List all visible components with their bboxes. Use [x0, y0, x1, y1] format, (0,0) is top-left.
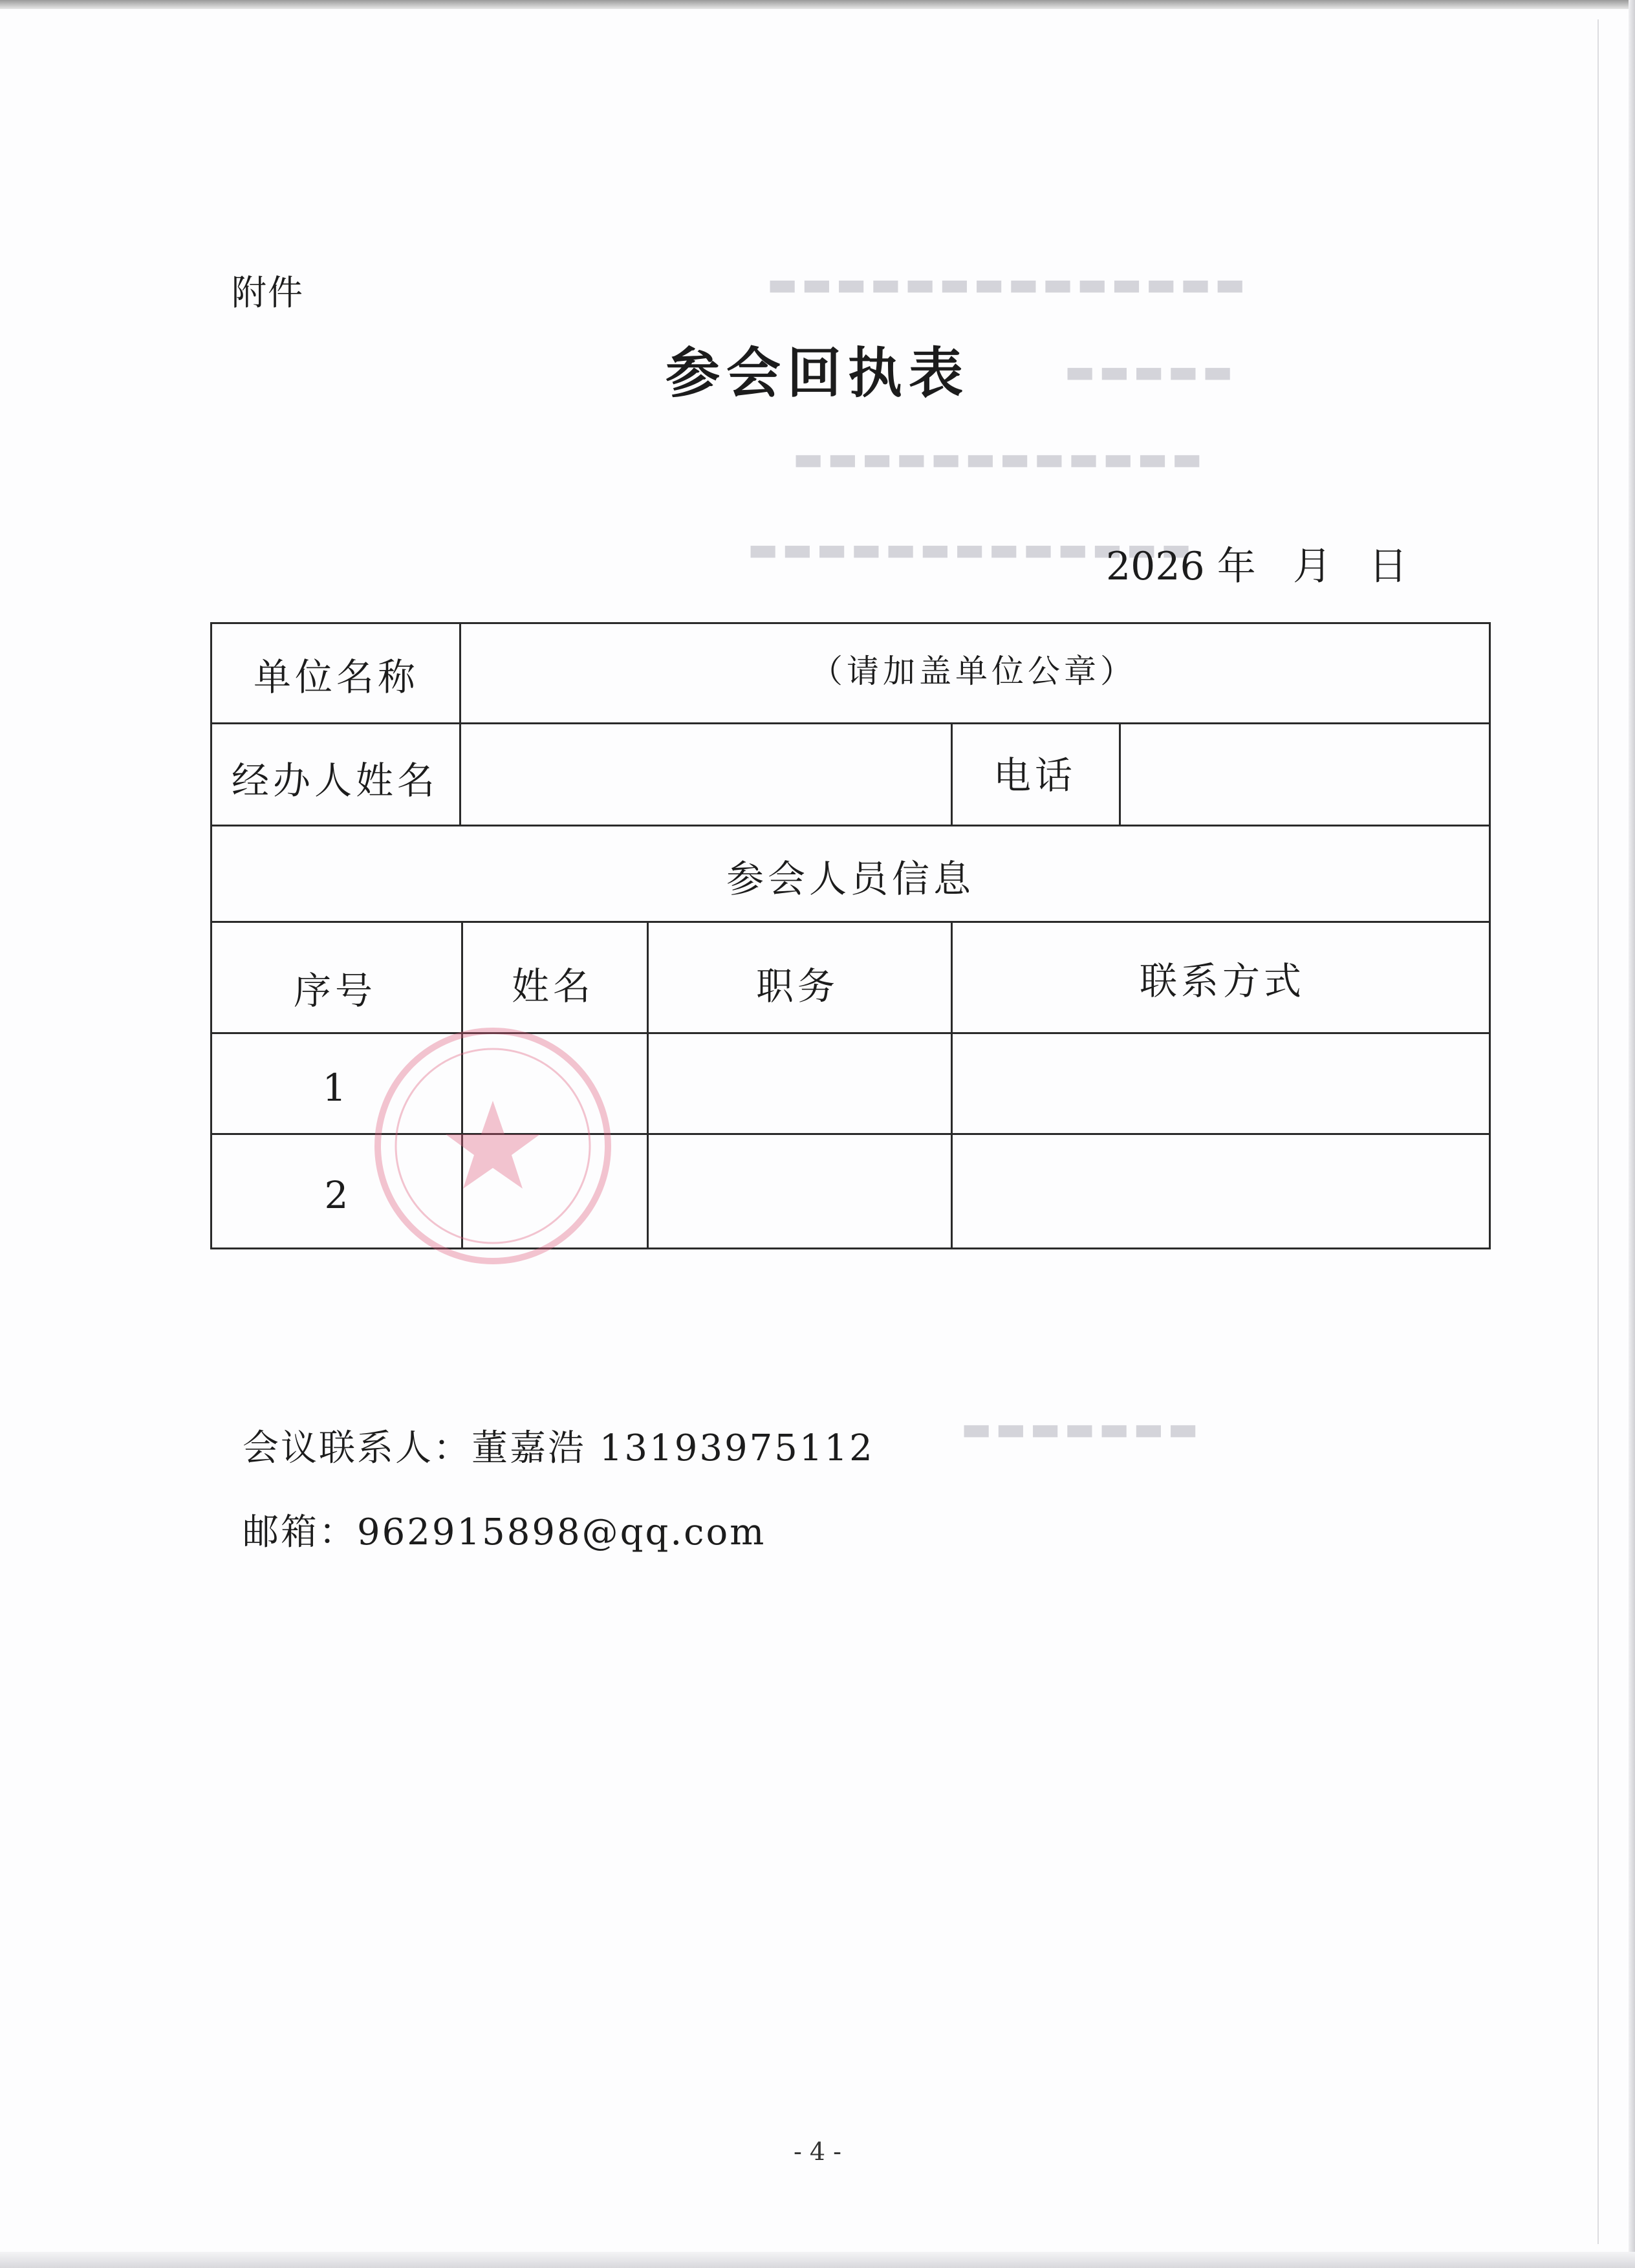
bleed-through-text: ▬▬▬▬▬▬▬	[957, 1410, 1198, 1447]
table-row-divider	[210, 722, 1491, 724]
attendee-position-field[interactable]	[650, 1034, 947, 1131]
attendee-position-field[interactable]	[650, 1136, 947, 1246]
table-row-divider	[210, 825, 1491, 826]
bleed-through-text: ▬▬▬▬▬▬▬▬▬▬▬▬▬▬	[763, 265, 1246, 303]
table-col-divider	[951, 921, 953, 1249]
phone-label: 电话	[993, 753, 1077, 797]
column-header-contact: 联系方式	[1139, 959, 1306, 1003]
attendee-contact-field[interactable]	[954, 1136, 1484, 1246]
attendee-contact-field[interactable]	[954, 1034, 1484, 1131]
attendee-name-field[interactable]	[462, 1136, 644, 1246]
org-name-label: 单位名称	[253, 655, 420, 699]
meeting-contact: 会议联系人：董嘉浩 13193975112	[243, 1427, 874, 1469]
table-col-divider	[647, 921, 649, 1249]
page-title: 参会回执表	[665, 341, 969, 405]
attachment-label: 附件	[232, 272, 304, 313]
table-border-left	[210, 622, 212, 1249]
table-border-bottom	[210, 1247, 1491, 1249]
attendee-name-field[interactable]	[462, 1034, 644, 1131]
scan-bottom-edge	[0, 2252, 1635, 2268]
table-border-top	[210, 622, 1491, 624]
phone-field[interactable]	[1122, 726, 1484, 823]
row-index-2: 2	[324, 1173, 352, 1217]
table-col-divider	[1119, 722, 1121, 826]
handler-name-label: 经办人姓名	[231, 759, 439, 803]
reply-form-table	[210, 622, 1491, 1249]
date-line: 2026 年 月 日	[1106, 544, 1408, 589]
table-row-divider	[210, 921, 1491, 923]
table-border-right	[1489, 622, 1491, 1249]
table-col-divider	[951, 722, 953, 826]
attendees-section-title: 参会人员信息	[726, 857, 975, 901]
column-header-name: 姓名	[511, 964, 595, 1008]
bleed-through-text: ▬▬▬▬▬▬▬▬▬▬▬▬	[789, 440, 1202, 477]
column-header-index: 序号	[293, 969, 377, 1013]
handler-name-field[interactable]	[466, 726, 944, 823]
org-name-field[interactable]: （请加盖单位公章）	[810, 653, 1136, 690]
table-col-divider	[459, 622, 461, 826]
page-number: - 4 -	[793, 2137, 841, 2166]
contact-email: 邮箱：962915898@qq.com	[243, 1511, 766, 1553]
row-index-1: 1	[322, 1066, 351, 1110]
bleed-through-text: ▬▬▬▬▬▬▬▬▬▬▬▬▬	[744, 530, 1192, 568]
table-row-divider	[210, 1133, 1491, 1135]
bleed-through-text: ▬▬▬▬▬	[1061, 352, 1233, 390]
scan-top-edge	[0, 0, 1635, 9]
column-header-position: 职务	[755, 964, 839, 1008]
